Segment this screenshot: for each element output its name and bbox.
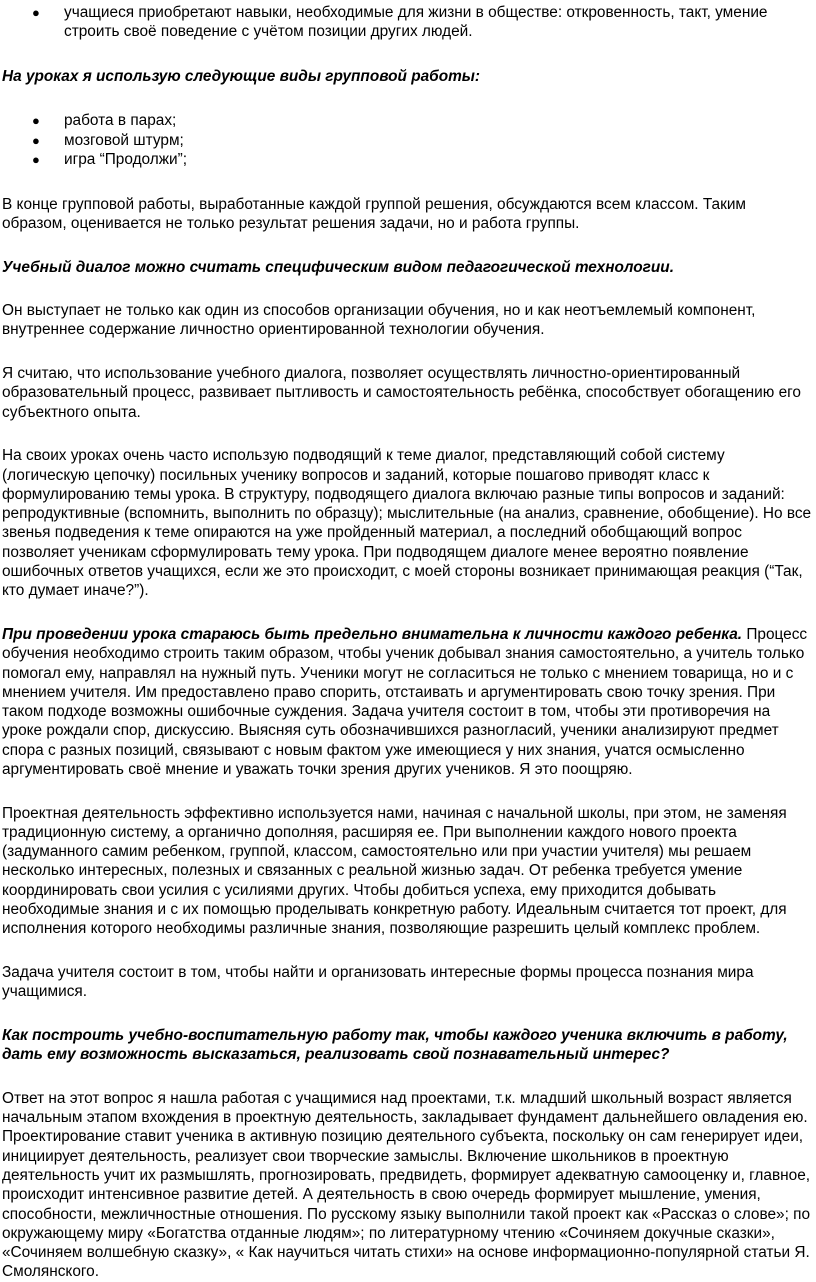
intro-bullet-list bbox=[2, 3, 812, 42]
paragraph-dialogue-role: Он выступает не только как один из способов организации обучения, но и как неотъемлемый компонент, внутреннее содержание личностно ориентированной технологии обучения. bbox=[2, 302, 756, 339]
question-heading: Как построить учебно-воспитательную работу так, чтобы каждого ученика включить в работу, дать ему возможность высказаться, реализовать свой познавательный интерес? bbox=[2, 1026, 788, 1064]
paragraph-dialogue-opinion: Я считаю, что использование учебного диалога, позволяет осуществлять личностно-ориентированный образовательный процесс, развивает пытливость и самостоятельность ребёнка, способствует обогащению его субъектного опыта. bbox=[2, 365, 801, 421]
list-item-text: мозговой штурм; bbox=[64, 131, 184, 149]
list-item-text: работа в парах; bbox=[64, 112, 177, 130]
bullet-icon: ● bbox=[32, 152, 40, 168]
paragraph-attention bbox=[2, 625, 812, 779]
paragraph-teacher-task: Задача учителя состоит в том, чтобы найти и организовать интересные формы процесса познания мира учащимися. bbox=[2, 963, 754, 1001]
bullet-icon: ● bbox=[32, 132, 40, 148]
attention-heading: При проведении урока стараюсь быть предельно внимательна к личности каждого ребенка. bbox=[2, 625, 743, 643]
paragraph-group-results: В конце групповой работы, выработанные каждой группой решения, обсуждаются всем классом. Таким образом, оценивается не только результат решения задачи, но и работа группы. bbox=[2, 195, 747, 232]
list-item-text: игра “Продолжи”; bbox=[64, 151, 188, 169]
group-work-list bbox=[2, 111, 812, 169]
list-item bbox=[2, 150, 812, 169]
paragraph-project-activity: Проектная деятельность эффективно используется нами, начиная с начальной школы, при этом, не заменяя традиционную систему, а органично дополняя, расширяя ее. При выполнении каждого нового проекта (задуманного самим ребенком, группой, классом, самостоятельно или при участии учителя) мы решаем несколько интересных, полезных и связанных с реальной жизнью задач. От ребенка требуется умение координировать свои усилия с усилиями других. Чтобы добиться успеха, ему приходится добывать необходимые знания и с их помощью проделывать конкретную работу. Идеальным считается тот проект, для исполнения которого необходимы различные знания, позволяющие разрешить целый комплекс проблем. bbox=[2, 804, 787, 938]
paragraph-leading-dialogue: На своих уроках очень часто использую подводящий к теме диалог, представляющий собой систему (логическую цепочку) посильных ученику вопросов и заданий, которые пошагово приводят класс к формулированию темы урока. В структуру, подводящего диалога включаю разные типы вопросов и заданий: репродуктивные (вспомнить, выполнить по образцу); мыслительные (на анализ, сравнение, обобщение). Но все звенья подведения к теме опираются на уже пройденный материал, а последний обобщающий вопрос позволяет ученикам сформулировать тему урока. При подводящем диалоге менее вероятно появление ошибочных ответов учащихся, если же это происходит, с моей стороны возникает принимающая реакция (“Так, кто думает иначе?”). bbox=[2, 447, 812, 600]
list-item-text: учащиеся приобретают навыки, необходимые для жизни в обществе: откровенность, такт, умение строить своё поведение с учётом позиции других людей. bbox=[64, 4, 768, 41]
list-item bbox=[2, 3, 812, 42]
dialogue-heading: Учебный диалог можно считать специфическим видом педагогической технологии. bbox=[2, 258, 674, 276]
bullet-icon: ● bbox=[32, 113, 40, 129]
list-item bbox=[2, 111, 812, 130]
bullet-icon: ● bbox=[32, 5, 40, 20]
group-work-heading: На уроках я использую следующие виды групповой работы: bbox=[2, 67, 481, 85]
paragraph-answer: Ответ на этот вопрос я нашла работая с учащимися над проектами, т.к. младший школьный возраст является начальным этапом вхождения в проектную деятельность, закладывает фундамент дальнейшего овладения ею. Проектирование ставит ученика в активную позицию деятельного субъекта, поскольку он сам генерирует идеи, инициирует деятельность, реализует свои творческие замыслы. Включение школьников в проектную деятельность учит их размышлять, прогнозировать, предвидеть, формирует адекватную самооценку и, главное, происходит интенсивное развитие детей. А деятельность в свою очередь формирует мышление, умения, способности, межличностные отношения. По русскому языку выполнили такой проект как «Рассказ о слове»; по окружающему миру «Богатства отданные людям»; по литературному чтению «Сочиняем докучные сказки», «Сочиняем волшебную сказку», « Как научиться читать стихи» на основе информационно-популярной статьи Я. Смолянского. bbox=[2, 1089, 811, 1281]
list-item bbox=[2, 131, 812, 150]
attention-text: Процесс обучения необходимо строить таким образом, чтобы ученик добывал знания самостоятельно, а учитель только помогал ему, направлял на нужный путь. Ученики могут не согласиться не только с мнением товарища, но и с мнением учителя. Им предоставлено право спорить, отстаивать и аргументировать свою точку зрения. При таком подходе возможны ошибочные суждения. Задача учителя состоит в том, чтобы эти противоречия на уроке рождали спор, дискуссию. Выясняя суть обозначившихся разногласий, ученики анализируют предмет спора с разных позиций, связывают с новым фактом уже имеющиеся у них знания, учатся осмысленно аргументировать своё мнение и уважать точки зрения других учеников. Я это поощряю. bbox=[2, 625, 808, 778]
